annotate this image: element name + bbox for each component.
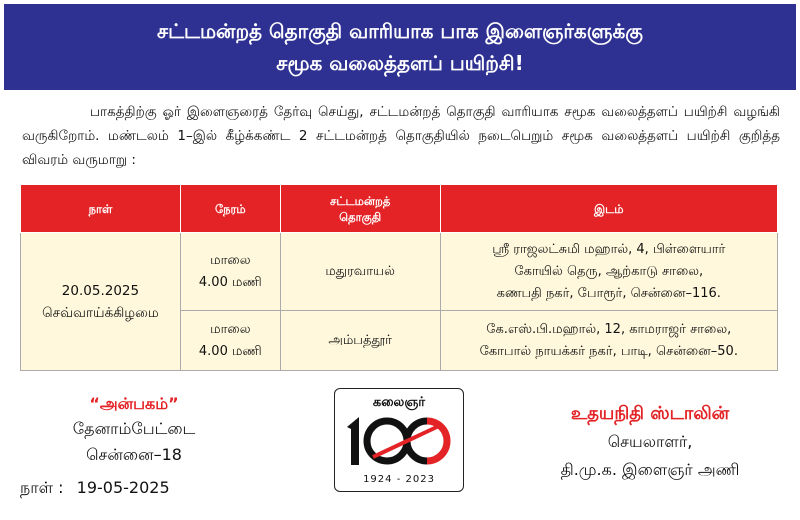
table-row [21,233,778,311]
issuer-address-block [20,392,260,502]
venue-line1: ஸ்ரீ ராஜலட்சுமி மஹால், 4, பிள்ளையார் [492,241,726,257]
logo-100-icon [343,413,457,469]
banner-title-line1: சட்டமன்றத் தொகுதி வாரியாக பாக இளைஞர்களுக்கு [157,19,643,43]
title-banner [4,4,796,90]
time-line2: 4.00 மணி [198,343,262,359]
venue-cell [440,311,777,371]
venue-line1: கே.எஸ்.பி.மஹால், 12, காமராஜர் சாலை, [486,321,732,337]
kalaignar-100-logo [334,388,464,492]
header-constituency-line2: தொகுதி [339,209,382,224]
venue-line2: கோபால் நாயக்கர் நகர், பாடி, சென்னை–50. [479,343,738,359]
time-cell [180,311,280,371]
logo-title: கலைஞர் [372,395,426,410]
signatory-role: செயலாளர், [607,432,693,451]
logo-years: 1924 - 2023 [363,474,435,485]
date-cell [21,233,181,371]
table-header-row [21,185,778,233]
venue-line2: கோயில் தெரு, ஆற்காடு சாலை, [514,263,704,279]
header-venue: இடம் [440,185,777,233]
schedule-table [20,184,778,371]
header-constituency-line1: சட்டமன்றத் [329,193,391,208]
venue-cell [440,233,777,311]
issue-date-value: 19-05-2025 [76,478,170,497]
time-cell [180,233,280,311]
signatory-block [520,400,780,484]
header-constituency [280,185,440,233]
time-line1: மாலை [210,252,251,268]
signatory-name: உதயநிதி ஸ்டாலின் [570,403,730,424]
constituency-cell: அம்பத்தூர் [280,311,440,371]
time-line2: 4.00 மணி [198,274,262,290]
intro-text: பாகத்திற்கு ஓர் இளைஞரைத் தேர்வு செய்து, சட்டமன்றத் தொகுதி வாரியாக சமூக வலைத்தளப் பயிற்சி வழங்கி வருகிறோம். மண்டலம் 1–இல் கீழ்க்கண்ட 2 சட்டமன்றத் தொகுதியில் நடைபெறும் சமூக வலைத்தளப் பயிற்சி குறித்த விவரம் வருமாறு : [22,104,780,168]
office-area: தேனாம்பேட்டை [72,419,196,438]
date-value: 20.05.2025 [61,282,140,299]
header-time: நேரம் [180,185,280,233]
intro-paragraph [22,100,780,172]
issue-date-label: நாள் : [20,478,64,497]
time-line1: மாலை [210,321,251,337]
header-date: நாள் [21,185,181,233]
office-name: “அன்பகம்” [89,394,179,413]
banner-title-line2: சமூக வலைத்தளப் பயிற்சி! [276,51,524,75]
constituency-cell: மதுரவாயல் [280,233,440,311]
office-city: சென்னை–18 [86,445,182,464]
issue-date [20,474,260,502]
day-value: செவ்வாய்க்கிழமை [42,304,159,321]
signatory-organization: தி.மு.க. இளைஞர் அணி [560,460,740,479]
venue-line3: கணபதி நகர், போரூர், சென்னை–116. [496,285,721,301]
